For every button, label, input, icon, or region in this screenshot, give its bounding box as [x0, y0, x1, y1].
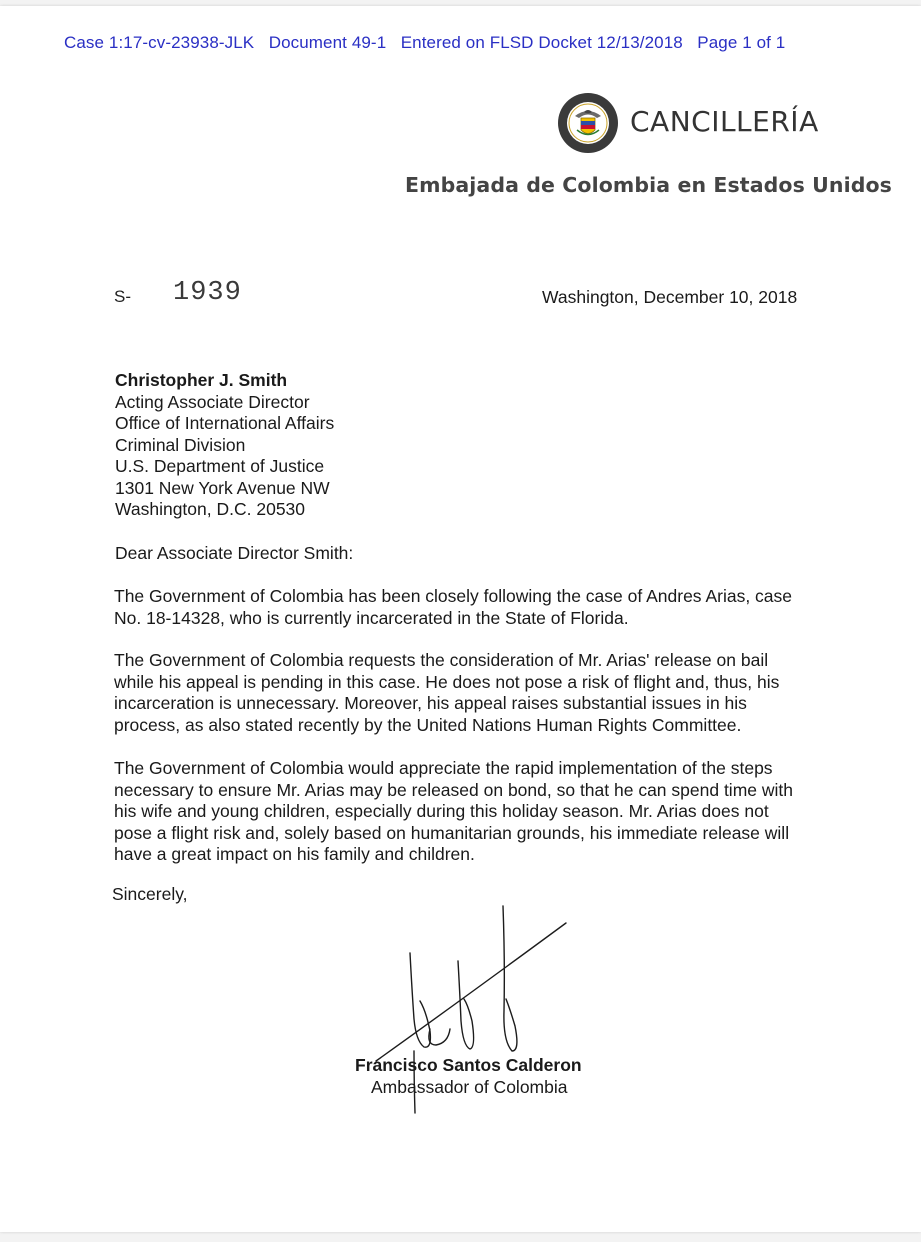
paragraph-line: No. 18-14328, who is currently incarcerated in the State of Florida. [114, 607, 629, 628]
paragraph-line: pose a flight risk and, solely based on humanitarian grounds, his immediate release will [114, 822, 790, 843]
closing: Sincerely, [112, 884, 188, 904]
body-paragraph [114, 586, 854, 629]
paragraph-line: The Government of Colombia requests the consideration of Mr. Arias' release on bail [114, 650, 769, 670]
letter-date: Washington, December 10, 2018 [542, 287, 798, 307]
address-line: Acting Associate Director [115, 391, 310, 412]
paragraph-line: process, as also stated recently by the United Nations Human Rights Committee. [114, 714, 742, 735]
paragraph-line: The Government of Colombia has been closely following the case of Andres Arias, case [114, 586, 793, 606]
paragraph-line: have a great impact on his family and children. [114, 844, 475, 864]
address-line: Criminal Division [115, 434, 246, 455]
court-docket-stamp: Case 1:17-cv-23938-JLK Document 49-1 Entered on FLSD Docket 12/13/2018 Page 1 of 1 [64, 33, 786, 52]
address-line: U.S. Department of Justice [115, 456, 325, 476]
signer-name: Francisco Santos Calderon [355, 1055, 582, 1075]
embassy-name: Embajada de Colombia en Estados Unidos [405, 173, 892, 197]
reference-prefix: S- [114, 287, 131, 306]
document-page [0, 6, 921, 1232]
body-paragraph [114, 650, 854, 736]
paragraph-line: his wife and young children, especially during this holiday season. Mr. Arias does not [114, 801, 769, 821]
address-line: 1301 New York Avenue NW [115, 477, 330, 498]
address-line: Washington, D.C. 20530 [115, 499, 306, 519]
paragraph-line: while his appeal is pending in this case. He does not pose a risk of flight and, thus, his [114, 671, 780, 692]
signer-title: Ambassador of Colombia [371, 1077, 568, 1097]
paragraph-line: The Government of Colombia would appreciate the rapid implementation of the steps [114, 758, 773, 778]
salutation: Dear Associate Director Smith: [115, 543, 354, 563]
reference-number: 1939 [173, 278, 242, 308]
paragraph-line: incarceration is unnecessary. Moreover, his appeal raises substantial issues in his [114, 693, 747, 713]
colombia-coat-of-arms-seal [557, 92, 619, 154]
logo-wordmark: CANCILLERÍA [630, 105, 819, 138]
recipient-name: Christopher J. Smith [115, 370, 288, 390]
paragraph-line: necessary to ensure Mr. Arias may be released on bond, so that he can spend time with [114, 779, 793, 800]
recipient-address [115, 370, 334, 521]
address-line: Office of International Affairs [115, 413, 335, 433]
body-paragraph [114, 758, 854, 866]
